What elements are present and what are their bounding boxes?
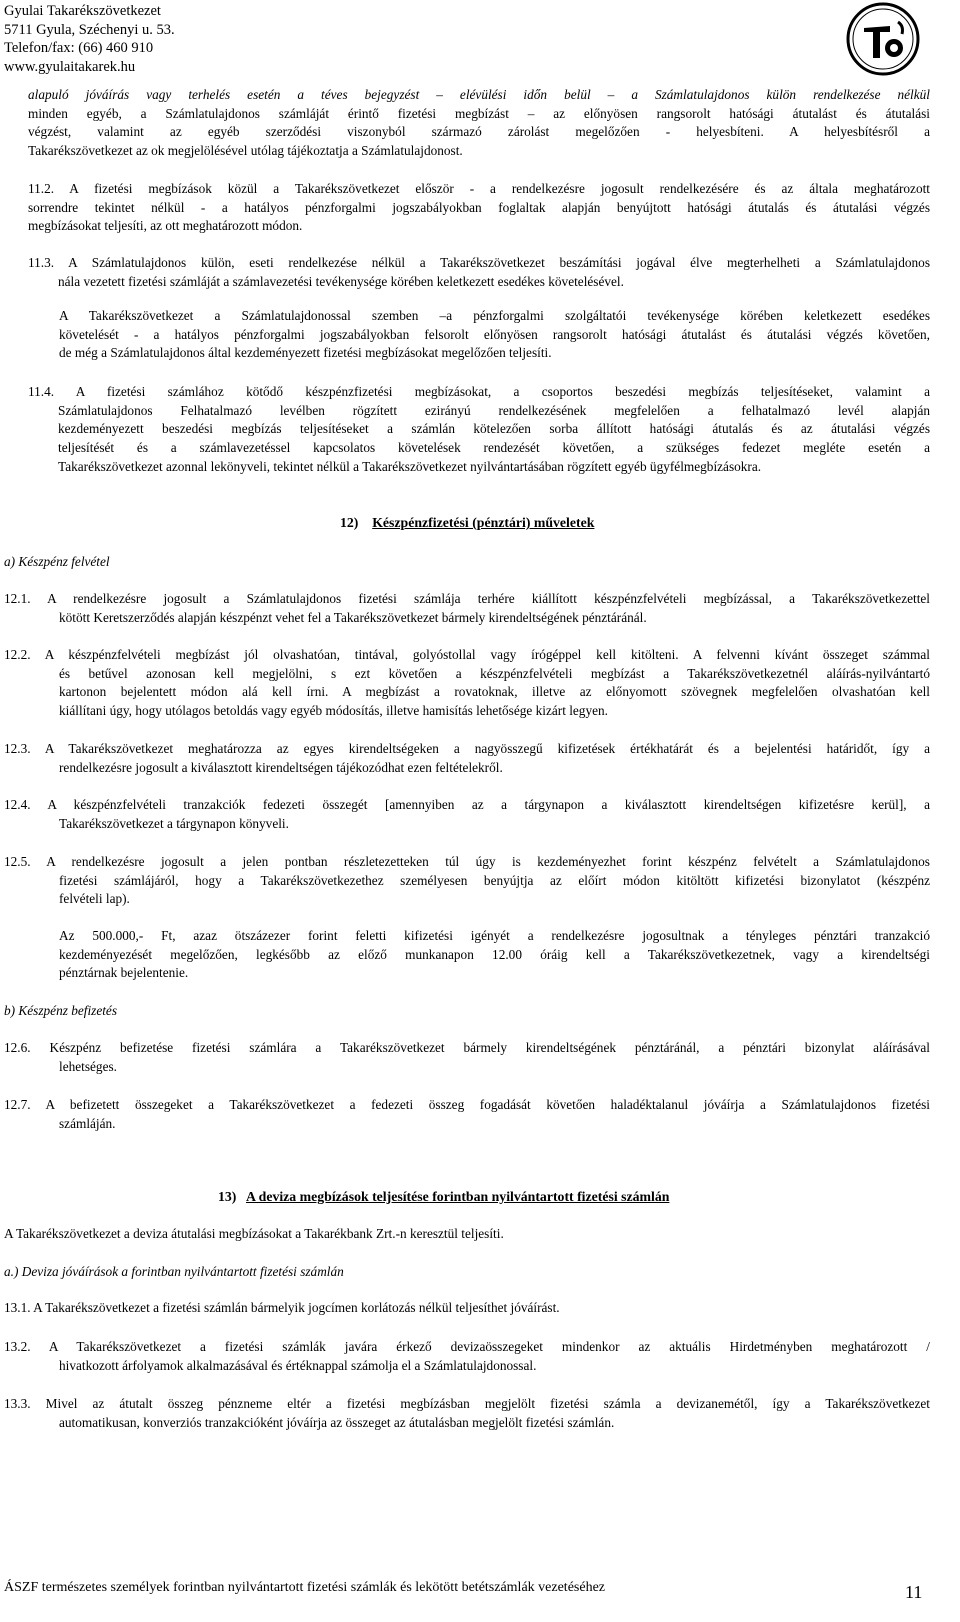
text-line: követelését - a hatályos pénzforgalmi jogszabályokban felsorolt előnyösen rangsorolt hatósági átutalást és átutalási végzés követően,: [59, 326, 930, 342]
paragraph-12-7: [4, 1096, 930, 1133]
text-line: 12.5. A rendelkezésre jogosult a jelen pontban részletezetteken túl úgy is kezdeményezhet forint készpénz felvételt a Számlatulajdonos: [4, 854, 930, 869]
text-line: kötött Keretszerződés alapján készpénzt vehet fel a Takarékszövetkezet bármely kirendeltségének pénztáránál.: [59, 609, 647, 625]
paragraph-13-intro: A Takarékszövetkezet a deviza átutalási megbízásokat a Takarékbank Zrt.-n keresztül teljesíti.: [4, 1226, 504, 1241]
text-line: 12.2. A készpénzfelvételi megbízást jól olvashatóan, tintával, golyóstollal vagy írógéppel kell kitölteni. A felvenni kívánt összeget számmal: [4, 647, 930, 662]
company-name: Gyulai Takarékszövetkezet: [4, 3, 161, 19]
text-line: de még a Számlatulajdonos által kezdeményezett fizetési megbízásokat megelőzően teljesíti.: [59, 345, 552, 361]
text-line: Számlatulajdonos Felhatalmazó levélben rögzített ezirányú rendelkezésének megfelelően a felhatalmazó levél alapján: [58, 402, 930, 418]
text-line: 12.7. A befizetett összegeket a Takarékszövetkezet a fedezeti összeg fogadását követően haladéktalanul jóváírja a Számlatulajdonos fizetési: [4, 1097, 930, 1112]
company-phone: Telefon/fax: (66) 460 910: [4, 40, 154, 56]
paragraph-12-5-b: [59, 927, 930, 983]
paragraph-12-5: [4, 853, 930, 909]
text-line: pénztárnak bejelentenie.: [59, 965, 189, 981]
text-line: Az 500.000,- Ft, azaz ötszázezer forint feletti kifizetési igényét a rendelkezésre jogosultnak a tényleges pénztári tranzakció: [59, 928, 930, 943]
text-line: lehetséges.: [59, 1058, 117, 1074]
paragraph-12-4: [4, 796, 930, 833]
text-line: 12.4. A készpénzfelvételi tranzakciók fedezeti összegét [amennyiben az a tárgynapon a kiválasztott kirendeltségen kifizetésre kerül], a: [4, 797, 930, 812]
text-line: végzést, valamint az egyéb szerződési viszonyból származó zárolást megelőzően - helyesbíteni. A helyesbítésről a: [28, 124, 930, 140]
text-line: rendelkezésre jogosult a kiválasztott kirendeltségen tájékozódhat ezen feltételekről.: [59, 759, 503, 775]
text-line: megbízásokat teljesíti, az ott meghatározott módon.: [28, 218, 303, 234]
text-line: kezdeményezett beszedési megbízás teljesítéseket a számlán kötelezően sorba állított hatósági átutalás és az átutalási végzés: [58, 421, 930, 437]
company-address: 5711 Gyula, Széchenyi u. 53.: [4, 21, 175, 38]
paragraph-12-1: [4, 590, 930, 627]
paragraph-12-6: [4, 1039, 930, 1076]
paragraph-13-1: 13.1. A Takarékszövetkezet a fizetési számlán bármelyik jogcímen korlátozás nélkül teljesíthet jóváírást.: [4, 1300, 560, 1315]
text-line: kiállítani úgy, hogy utólagos betoldás vagy egyéb módosítás, illetve hamisítás lehetősége kizárt legyen.: [59, 703, 608, 719]
text-line: 11.3. A Számlatulajdonos külön, eseti rendelkezése nélkül a Takarékszövetkezet beszámítási jogával élve megterhelheti a Számlatulajdonos: [28, 255, 930, 270]
text-line: 12.6. Készpénz befizetése fizetési számlára a Takarékszövetkezet bármely kirendeltségének pénztáránál, a pénztári bizonylat aláírásával: [4, 1040, 930, 1055]
paragraph-12-3: [4, 740, 930, 777]
section-heading-13: [218, 1189, 669, 1205]
text-line: Takarékszövetkezet az ok megjelölésével utólag tájékoztatja a Számlatulajdonost.: [28, 143, 463, 159]
paragraph-11-4: [28, 383, 930, 477]
text-line: sorrendre tekintet nélkül - a hatályos pénzforgalmi jogszabályokban foglaltak alapján benyújtott hatósági átutalás és átutalási végzés: [28, 199, 930, 215]
text-line: kartonon bejelentett módon alá kell írni. A megbízást a rovatoknak, illetve az előnyomott szövegnek megfelelően olvashatóan kell: [59, 684, 930, 700]
text-line: automatikusan, konverziós tranzakcióként jóváírja az összeget az átutalásban megjelölt fizetési számlán.: [59, 1414, 615, 1430]
text-line: Takarékszövetkezet azonnal lekönyveli, tekintet nélkül a Takarékszövetkezet nyilvántartásában rögzített egyéb ügyfélmegbízásokra.: [58, 458, 762, 474]
text-line: kezdeményezését megelőzően, legkésőbb az előző munkanapon 12.00 óráig kell a Takarékszövetkezetnek, vagy a kirendeltségi: [59, 946, 930, 962]
text-line: 13.3. Mivel az átutalt összeg pénzneme eltér a fizetési megbízásban megjelölt fizetési számla a devizanemétől, így a Takarékszövetkezet: [4, 1396, 930, 1411]
paragraph-11-2: [28, 180, 930, 236]
text-line: nála vezetett fizetési számláját a számlavezetési tevékenysége körében keletkezett esedékes követelésével.: [58, 273, 624, 289]
paragraph-13-2: [4, 1338, 930, 1375]
text-line: és betűvel azonosan kell megjelölni, s ezt követően a készpénzfelvételi megbízást a Takarékszövetkezetnél aláírás-nyilvántartó: [59, 665, 930, 681]
section-number: 13): [218, 1189, 237, 1204]
paragraph-12-2: [4, 646, 930, 721]
text-line: minden egyéb, a Számlatulajdonos számláját érintő fizetési megbízást – az előnyösen rangsorolt hatósági átutalást és átutalási: [28, 105, 930, 121]
text-line: 12.3. A Takarékszövetkezet meghatározza az egyes kirendeltségeken a nagyösszegű kifizetések értékhatárát és a bejelentési határidőt, így a: [4, 741, 930, 756]
text-line: alapuló jóváírás vagy terhelés esetén a téves bejegyzést – elévülési időn belül – a Számlatulajdonos külön rendelkezése nélkül: [28, 87, 930, 102]
text-line: fizetési számlájáról, hogy a Takarékszövetkezethez személyesen benyújtja az előírt módon kitöltött kifizetési bizonylatot (készpénz: [59, 872, 930, 888]
text-line: hivatkozott árfolyamok alkalmazásával és értéknappal számolja el a Számlatulajdonossal.: [59, 1357, 537, 1373]
text-line: számláján.: [59, 1115, 116, 1131]
footer-title: ÁSZF természetes személyek forintban nyilvántartott fizetési számlák és lekötött betétszámlák vezetéséhez: [4, 1580, 605, 1595]
paragraph-continuation: [28, 86, 930, 161]
subheading-b: b) Készpénz befizetés: [4, 1003, 118, 1018]
page-number: 11: [905, 1582, 923, 1602]
section-heading-12: [340, 515, 594, 531]
subheading-13-a: a.) Deviza jóváírások a forintban nyilvántartott fizetési számlán: [4, 1264, 344, 1279]
text-line: 12.1. A rendelkezésre jogosult a Számlatulajdonos fizetési számlája terhére kiállított készpénzfelvételi megbízással, a Takarékszövetkezettel: [4, 591, 930, 606]
paragraph-13-3: [4, 1395, 930, 1432]
paragraph-11-3-b: [59, 307, 930, 363]
subheading-a: a) Készpénz felvétel: [4, 554, 110, 569]
section-number: 12): [340, 515, 359, 530]
takarek-logo-icon: [846, 2, 920, 76]
text-line: 11.4. A fizetési számlához kötődő készpénzfizetési megbízásokat, a csoportos beszedési megbízás teljesítéseket, valamint a: [28, 384, 930, 399]
section-title: Készpénzfizetési (pénztári) műveletek: [372, 515, 595, 530]
text-line: Takarékszövetkezet a tárgynapon könyveli.: [59, 815, 289, 831]
text-line: 11.2. A fizetési megbízások közül a Takarékszövetkezet először - a rendelkezésre jogosult rendelkezésére és az általa meghatározott: [28, 181, 930, 196]
company-website[interactable]: www.gyulaitakarek.hu: [4, 58, 136, 75]
text-line: 13.2. A Takarékszövetkezet a fizetési számlák javára érkező devizaösszegeket mindenkor az aktuális Hirdetményben meghatározott /: [4, 1339, 930, 1354]
letterhead: [4, 2, 175, 76]
text-line: felvételi lap).: [59, 891, 130, 907]
text-line: teljesítését és a számlavezetéssel kapcsolatos követelések rendezését követően, a szükséges fedezet megléte esetén a: [58, 440, 930, 456]
paragraph-11-3: [28, 254, 930, 291]
section-title: A deviza megbízások teljesítése forintban nyilvántartott fizetési számlán: [246, 1189, 670, 1204]
text-line: A Takarékszövetkezet a Számlatulajdonossal szemben –a pénzforgalmi szolgáltatói tevékenysége körében keletkezett esedékes: [59, 308, 930, 323]
